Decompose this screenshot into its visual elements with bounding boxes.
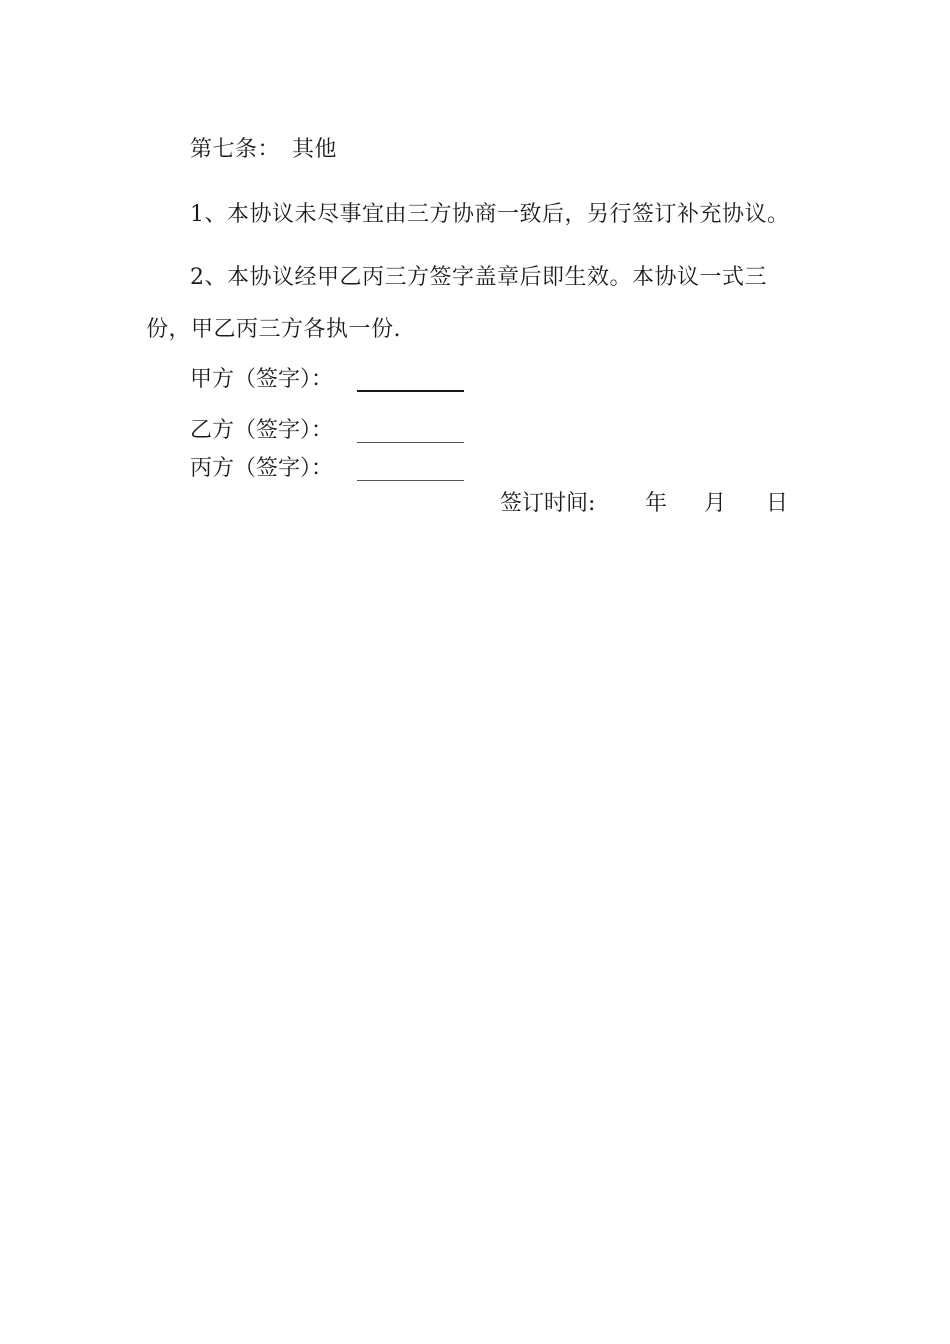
article-title: 其他 (292, 137, 338, 162)
signature-party-b-line (357, 441, 464, 443)
signature-party-c-line (357, 479, 464, 481)
signing-date-day: 日 (766, 491, 789, 516)
signature-party-b-label: 乙方（签字）： (190, 418, 334, 443)
signing-date-label: 签订时间: (500, 491, 596, 516)
clause-2-line-2: 份，甲乙丙三方各执一份. (146, 317, 401, 342)
signature-party-c-label: 丙方（签字）： (190, 456, 334, 481)
article-number: 第七条： (190, 137, 281, 162)
signature-party-a (190, 366, 333, 394)
clause-1: 1、本协议未尽事宜由三方协商一致后，另行签订补充协议。 (190, 202, 790, 227)
signature-party-b (190, 417, 333, 445)
signing-date-year: 年 (645, 491, 668, 516)
article-heading (190, 136, 337, 164)
clause-2-line-1: 2、本协议经甲乙丙三方签字盖章后即生效。本协议一式三 (190, 265, 767, 290)
signature-party-a-label: 甲方（签字）： (190, 367, 334, 392)
signing-date-month: 月 (704, 491, 727, 516)
signature-party-c (190, 455, 333, 483)
signature-party-a-line (357, 389, 464, 392)
